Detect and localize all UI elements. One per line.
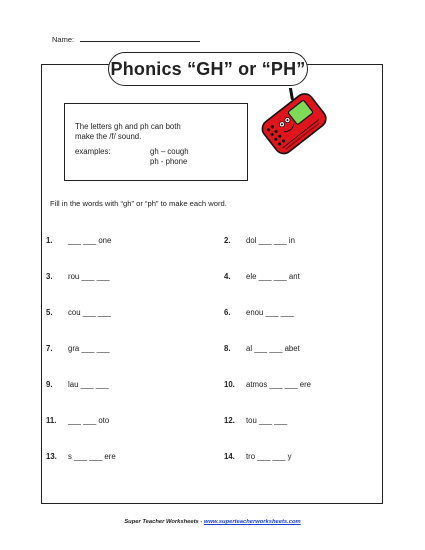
exercise-item[interactable] xyxy=(224,344,300,353)
exercise-item[interactable] xyxy=(224,236,295,245)
footer-separator: - xyxy=(198,519,204,525)
exercise-number: 4. xyxy=(224,272,231,281)
exercise-item[interactable] xyxy=(224,416,287,425)
exercise-word[interactable]: tou ___ ___ xyxy=(246,416,288,425)
footer-link[interactable]: www.superteacherworksheets.com xyxy=(203,519,301,525)
examples-label: examples: xyxy=(75,147,111,156)
exercise-number: 8. xyxy=(224,344,231,353)
exercise-word[interactable]: dol ___ ___ in xyxy=(246,236,295,245)
example-1: gh – cough xyxy=(150,147,189,156)
rule-line-2: make the /f/ sound. xyxy=(75,132,142,141)
exercise-number: 11. xyxy=(46,416,57,425)
exercise-number: 6. xyxy=(224,308,231,317)
exercise-word[interactable]: s ___ ___ ere xyxy=(68,452,116,461)
exercise-number: 12. xyxy=(224,416,235,425)
cell-phone-illustration xyxy=(254,88,346,162)
examples-row-2 xyxy=(75,157,247,167)
rule-line-1: The letters gh and ph can both xyxy=(75,122,181,131)
exercise-item[interactable] xyxy=(46,272,110,281)
exercise-number: 10. xyxy=(224,380,235,389)
exercise-word[interactable]: ele ___ ___ ant xyxy=(246,272,300,281)
exercise-item[interactable] xyxy=(46,236,111,245)
exercise-item[interactable] xyxy=(46,416,109,425)
exercise-number: 5. xyxy=(46,308,53,317)
exercise-word[interactable]: al ___ ___ abet xyxy=(246,344,300,353)
name-blank-line[interactable] xyxy=(80,34,200,42)
rule-box xyxy=(64,103,248,181)
footer-brand: Super Teacher Worksheets xyxy=(124,519,199,525)
exercise-number: 14. xyxy=(224,452,235,461)
exercise-item[interactable] xyxy=(224,308,294,317)
exercise-word[interactable]: rou ___ ___ xyxy=(68,272,110,281)
exercise-item[interactable] xyxy=(224,272,300,281)
exercise-word[interactable]: cou ___ ___ xyxy=(68,308,111,317)
exercise-item[interactable] xyxy=(224,452,292,461)
exercise-item[interactable] xyxy=(46,380,109,389)
exercise-item[interactable] xyxy=(46,344,110,353)
exercise-number: 7. xyxy=(46,344,53,353)
exercise-word[interactable]: ___ ___ oto xyxy=(68,416,110,425)
exercise-number: 13. xyxy=(46,452,57,461)
exercise-number: 9. xyxy=(46,380,53,389)
name-label: Name: xyxy=(52,35,75,44)
page-title: Phonics “GH” or “PH” xyxy=(108,52,308,86)
exercise-number: 3. xyxy=(46,272,53,281)
examples-row xyxy=(75,147,247,157)
exercise-word[interactable]: atmos ___ ___ ere xyxy=(246,380,312,389)
exercise-number: 1. xyxy=(46,236,53,245)
exercise-item[interactable] xyxy=(224,380,311,389)
exercise-number: 2. xyxy=(224,236,231,245)
instructions: Fill in the words with “gh” or “ph” to make each word. xyxy=(50,199,227,208)
exercise-word[interactable]: lau ___ ___ xyxy=(68,380,109,389)
exercise-item[interactable] xyxy=(46,452,116,461)
exercise-word[interactable]: gra ___ ___ xyxy=(68,344,110,353)
exercise-word[interactable]: ___ ___ one xyxy=(68,236,112,245)
example-2: ph - phone xyxy=(150,157,188,166)
exercise-word[interactable]: tro ___ ___ y xyxy=(246,452,292,461)
name-field xyxy=(52,34,200,44)
exercise-word[interactable]: enou ___ ___ xyxy=(246,308,294,317)
footer xyxy=(0,519,425,525)
exercise-item[interactable] xyxy=(46,308,111,317)
